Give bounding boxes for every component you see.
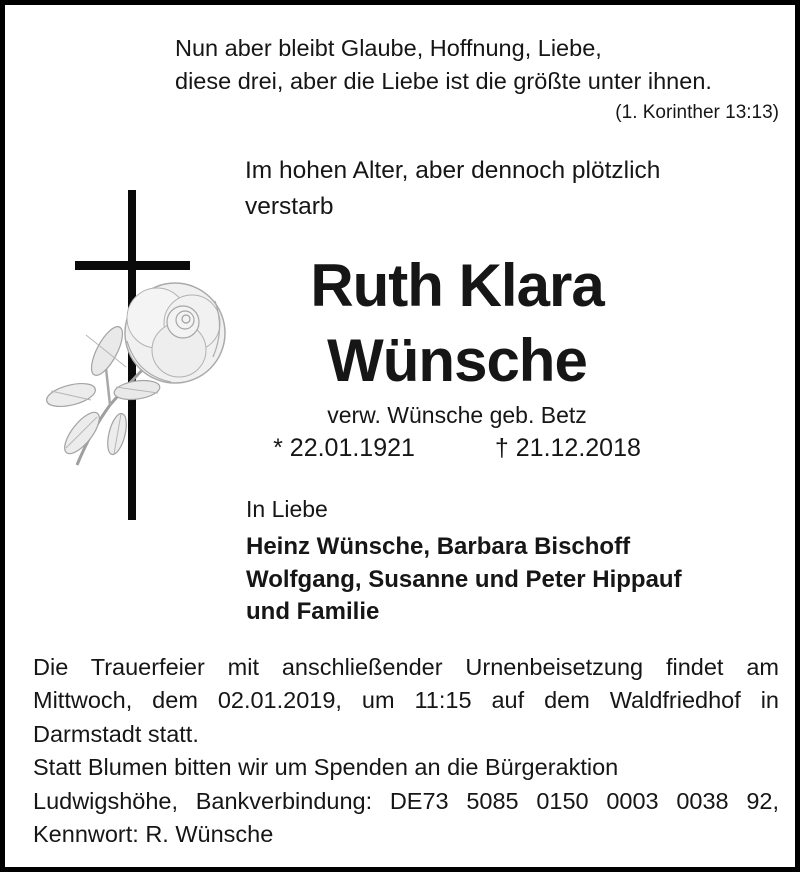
birth-date: * 22.01.1921 [273,434,415,462]
mourners-block [246,495,682,629]
funeral-notice [33,651,779,851]
quote-line-1: Nun aber bleibt Glaube, Hoffnung, Liebe, [175,35,602,61]
cross-and-rose-graphic [29,173,239,525]
intro-line-1: Im hohen Alter, aber dennoch plötzlich [245,157,661,184]
bible-quote [175,32,779,125]
mourner-names [246,531,682,629]
life-dates [243,433,671,463]
quote-line-2: diese drei, aber die Liebe ist die größte unter ihnen. [175,68,712,94]
mourner-line: Heinz Wünsche, Barbara Bischoff [246,533,631,560]
notice-line: Kennwort: R. Wünsche [33,821,274,848]
mourner-line: Wolfgang, Susanne und Peter Hippauf [246,565,682,593]
deceased-name-block [243,248,671,463]
deceased-last-name: Wünsche [327,327,587,394]
quote-citation: (1. Korinther 13:13) [615,102,779,123]
death-announcement-intro [245,153,660,225]
intro-line-2: verstarb [245,193,334,220]
mourner-line: und Familie [246,598,380,625]
notice-line: Mittwoch, dem 02.01.2019, um 11:15 auf dem Waldfriedhof in [33,687,779,714]
deceased-name-note: verw. Wünsche geb. Betz [327,402,587,428]
mourners-intro: In Liebe [246,496,328,522]
death-date: † 21.12.2018 [494,434,641,462]
notice-line: Darmstadt statt. [33,720,199,747]
notice-line: Ludwigshöhe, Bankverbindung: DE73 5085 0150 0003 0038 92, [33,787,779,814]
deceased-first-names: Ruth Klara [310,252,604,319]
notice-line: Statt Blumen bitten wir um Spenden an die Bürgeraktion [33,754,619,781]
notice-line: Die Trauerfeier mit anschließender Urnenbeisetzung findet am [33,654,779,680]
